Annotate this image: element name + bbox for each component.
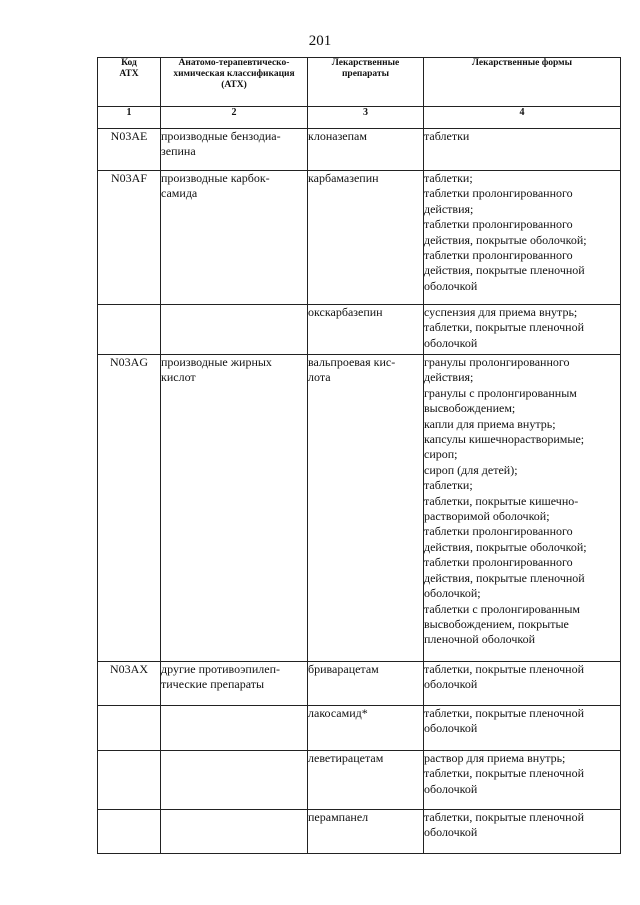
dosage-forms-line: таблетки пролонгированного — [424, 524, 573, 539]
drug-line: клоназепам — [308, 129, 367, 143]
dosage-forms-line: таблетки с пролонгированным — [424, 601, 581, 616]
drug-cell — [308, 810, 424, 854]
dosage-forms-line: пленочной оболочкой — [424, 632, 536, 647]
classification-line: кислот — [161, 370, 196, 385]
dosage-forms-line: таблетки, покрытые пленочной — [424, 320, 585, 335]
dosage-forms-line: действия, покрытые пленочной — [424, 263, 585, 278]
header-dosage-forms: Лекарственные формы — [424, 58, 621, 107]
dosage-forms-cell — [424, 355, 621, 662]
table-row — [98, 171, 621, 305]
dosage-forms-line: таблетки пролонгированного — [424, 248, 573, 263]
code-cell — [98, 305, 161, 355]
drug-line: лакосамид* — [308, 706, 368, 720]
dosage-forms-cell — [424, 662, 621, 706]
table-row — [98, 706, 621, 751]
classification-line: другие противоэпилеп- — [161, 662, 281, 676]
dosage-forms-line: капли для приема внутрь; — [424, 416, 556, 431]
code-cell: N03AG — [98, 355, 161, 662]
drug-cell — [308, 129, 424, 171]
dosage-forms-cell — [424, 305, 621, 355]
dosage-forms-line: таблетки, покрытые пленочной — [424, 706, 585, 720]
classification-cell — [161, 129, 308, 171]
table-header-row — [98, 58, 621, 107]
drug-cell — [308, 355, 424, 662]
table-row — [98, 751, 621, 810]
dosage-forms-line: таблетки пролонгированного — [424, 555, 573, 570]
classification-cell — [161, 355, 308, 662]
drug-cell — [308, 171, 424, 305]
code-cell — [98, 706, 161, 751]
drug-line: перампанел — [308, 810, 369, 824]
drug-cell — [308, 706, 424, 751]
dosage-forms-line: действия, покрытые оболочкой; — [424, 539, 587, 554]
dosage-forms-line: высвобождением, покрытые — [424, 616, 569, 631]
dosage-forms-line: оболочкой — [424, 825, 478, 840]
dosage-forms-line: таблетки, покрытые кишечно- — [424, 493, 579, 508]
dosage-forms-line: оболочкой — [424, 278, 478, 293]
code-cell: N03AE — [98, 129, 161, 171]
drug-cell — [308, 751, 424, 810]
column-number: 4 — [424, 107, 621, 129]
dosage-forms-line: таблетки пролонгированного — [424, 217, 573, 232]
dosage-forms-line: капсулы кишечнорастворимые; — [424, 432, 585, 447]
dosage-forms-line: оболочкой — [424, 781, 478, 796]
drug-line: бриварацетам — [308, 662, 379, 676]
header-drugs: Лекарственные препараты — [308, 58, 424, 107]
classification-line: зепина — [161, 144, 196, 159]
column-number-row — [98, 107, 621, 129]
dosage-forms-line: таблетки, покрытые пленочной — [424, 662, 585, 676]
classification-cell — [161, 305, 308, 355]
header-atx-classification: Анатомо-терапевтическо- химическая классификация (АТХ) — [161, 58, 308, 107]
dosage-forms-cell — [424, 171, 621, 305]
table-row — [98, 355, 621, 662]
dosage-forms-line: оболочкой — [424, 335, 478, 350]
classification-cell — [161, 662, 308, 706]
classification-line: производные бензодиа- — [161, 129, 281, 143]
dosage-forms-cell — [424, 810, 621, 854]
dosage-forms-line: раствор для приема внутрь; — [424, 751, 566, 765]
column-number: 1 — [98, 107, 161, 129]
code-cell: N03AX — [98, 662, 161, 706]
drug-line: лота — [308, 370, 331, 385]
dosage-forms-cell — [424, 751, 621, 810]
dosage-forms-line: высвобождением; — [424, 401, 516, 416]
dosage-forms-line: таблетки пролонгированного — [424, 186, 573, 201]
dosage-forms-line: сироп (для детей); — [424, 462, 518, 477]
code-cell: N03AF — [98, 171, 161, 305]
dosage-forms-line: сироп; — [424, 447, 458, 462]
drug-line: леветирацетам — [308, 751, 384, 765]
code-cell — [98, 751, 161, 810]
dosage-forms-line: оболочкой — [424, 721, 478, 736]
classification-cell — [161, 751, 308, 810]
dosage-forms-line: гранулы пролонгированного — [424, 355, 570, 369]
classification-line: производные жирных — [161, 355, 272, 369]
dosage-forms-line: таблетки, покрытые пленочной — [424, 810, 585, 824]
table-row — [98, 305, 621, 355]
dosage-forms-line: действия; — [424, 201, 474, 216]
code-cell — [98, 810, 161, 854]
column-number: 3 — [308, 107, 424, 129]
classification-line: самида — [161, 186, 198, 201]
dosage-forms-line: действия, покрытые пленочной — [424, 570, 585, 585]
table-row — [98, 129, 621, 171]
dosage-forms-cell — [424, 706, 621, 751]
table-row — [98, 662, 621, 706]
dosage-forms-line: суспензия для приема внутрь; — [424, 305, 578, 319]
dosage-forms-line: оболочкой; — [424, 586, 481, 601]
classification-cell — [161, 706, 308, 751]
dosage-forms-line: действия, покрытые оболочкой; — [424, 232, 587, 247]
dosage-forms-cell — [424, 129, 621, 171]
classification-cell — [161, 171, 308, 305]
drug-cell — [308, 662, 424, 706]
drug-cell — [308, 305, 424, 355]
classification-cell — [161, 810, 308, 854]
dosage-forms-line: таблетки — [424, 129, 470, 143]
atx-drug-table — [97, 57, 621, 854]
dosage-forms-line: таблетки; — [424, 478, 473, 493]
column-number: 2 — [161, 107, 308, 129]
dosage-forms-line: гранулы с пролонгированным — [424, 385, 577, 400]
dosage-forms-line: растворимой оболочкой; — [424, 509, 550, 524]
dosage-forms-line: оболочкой — [424, 677, 478, 692]
header-code: Код АТХ — [98, 58, 161, 107]
classification-line: тические препараты — [161, 677, 265, 692]
drug-line: окскарбазепин — [308, 305, 383, 319]
table-row — [98, 810, 621, 854]
dosage-forms-line: действия; — [424, 370, 474, 385]
page-number: 201 — [308, 33, 332, 49]
classification-line: производные карбок- — [161, 171, 270, 185]
dosage-forms-line: таблетки; — [424, 171, 473, 185]
drug-line: карбамазепин — [308, 171, 379, 185]
drug-line: вальпроевая кис- — [308, 355, 396, 369]
dosage-forms-line: таблетки, покрытые пленочной — [424, 766, 585, 781]
